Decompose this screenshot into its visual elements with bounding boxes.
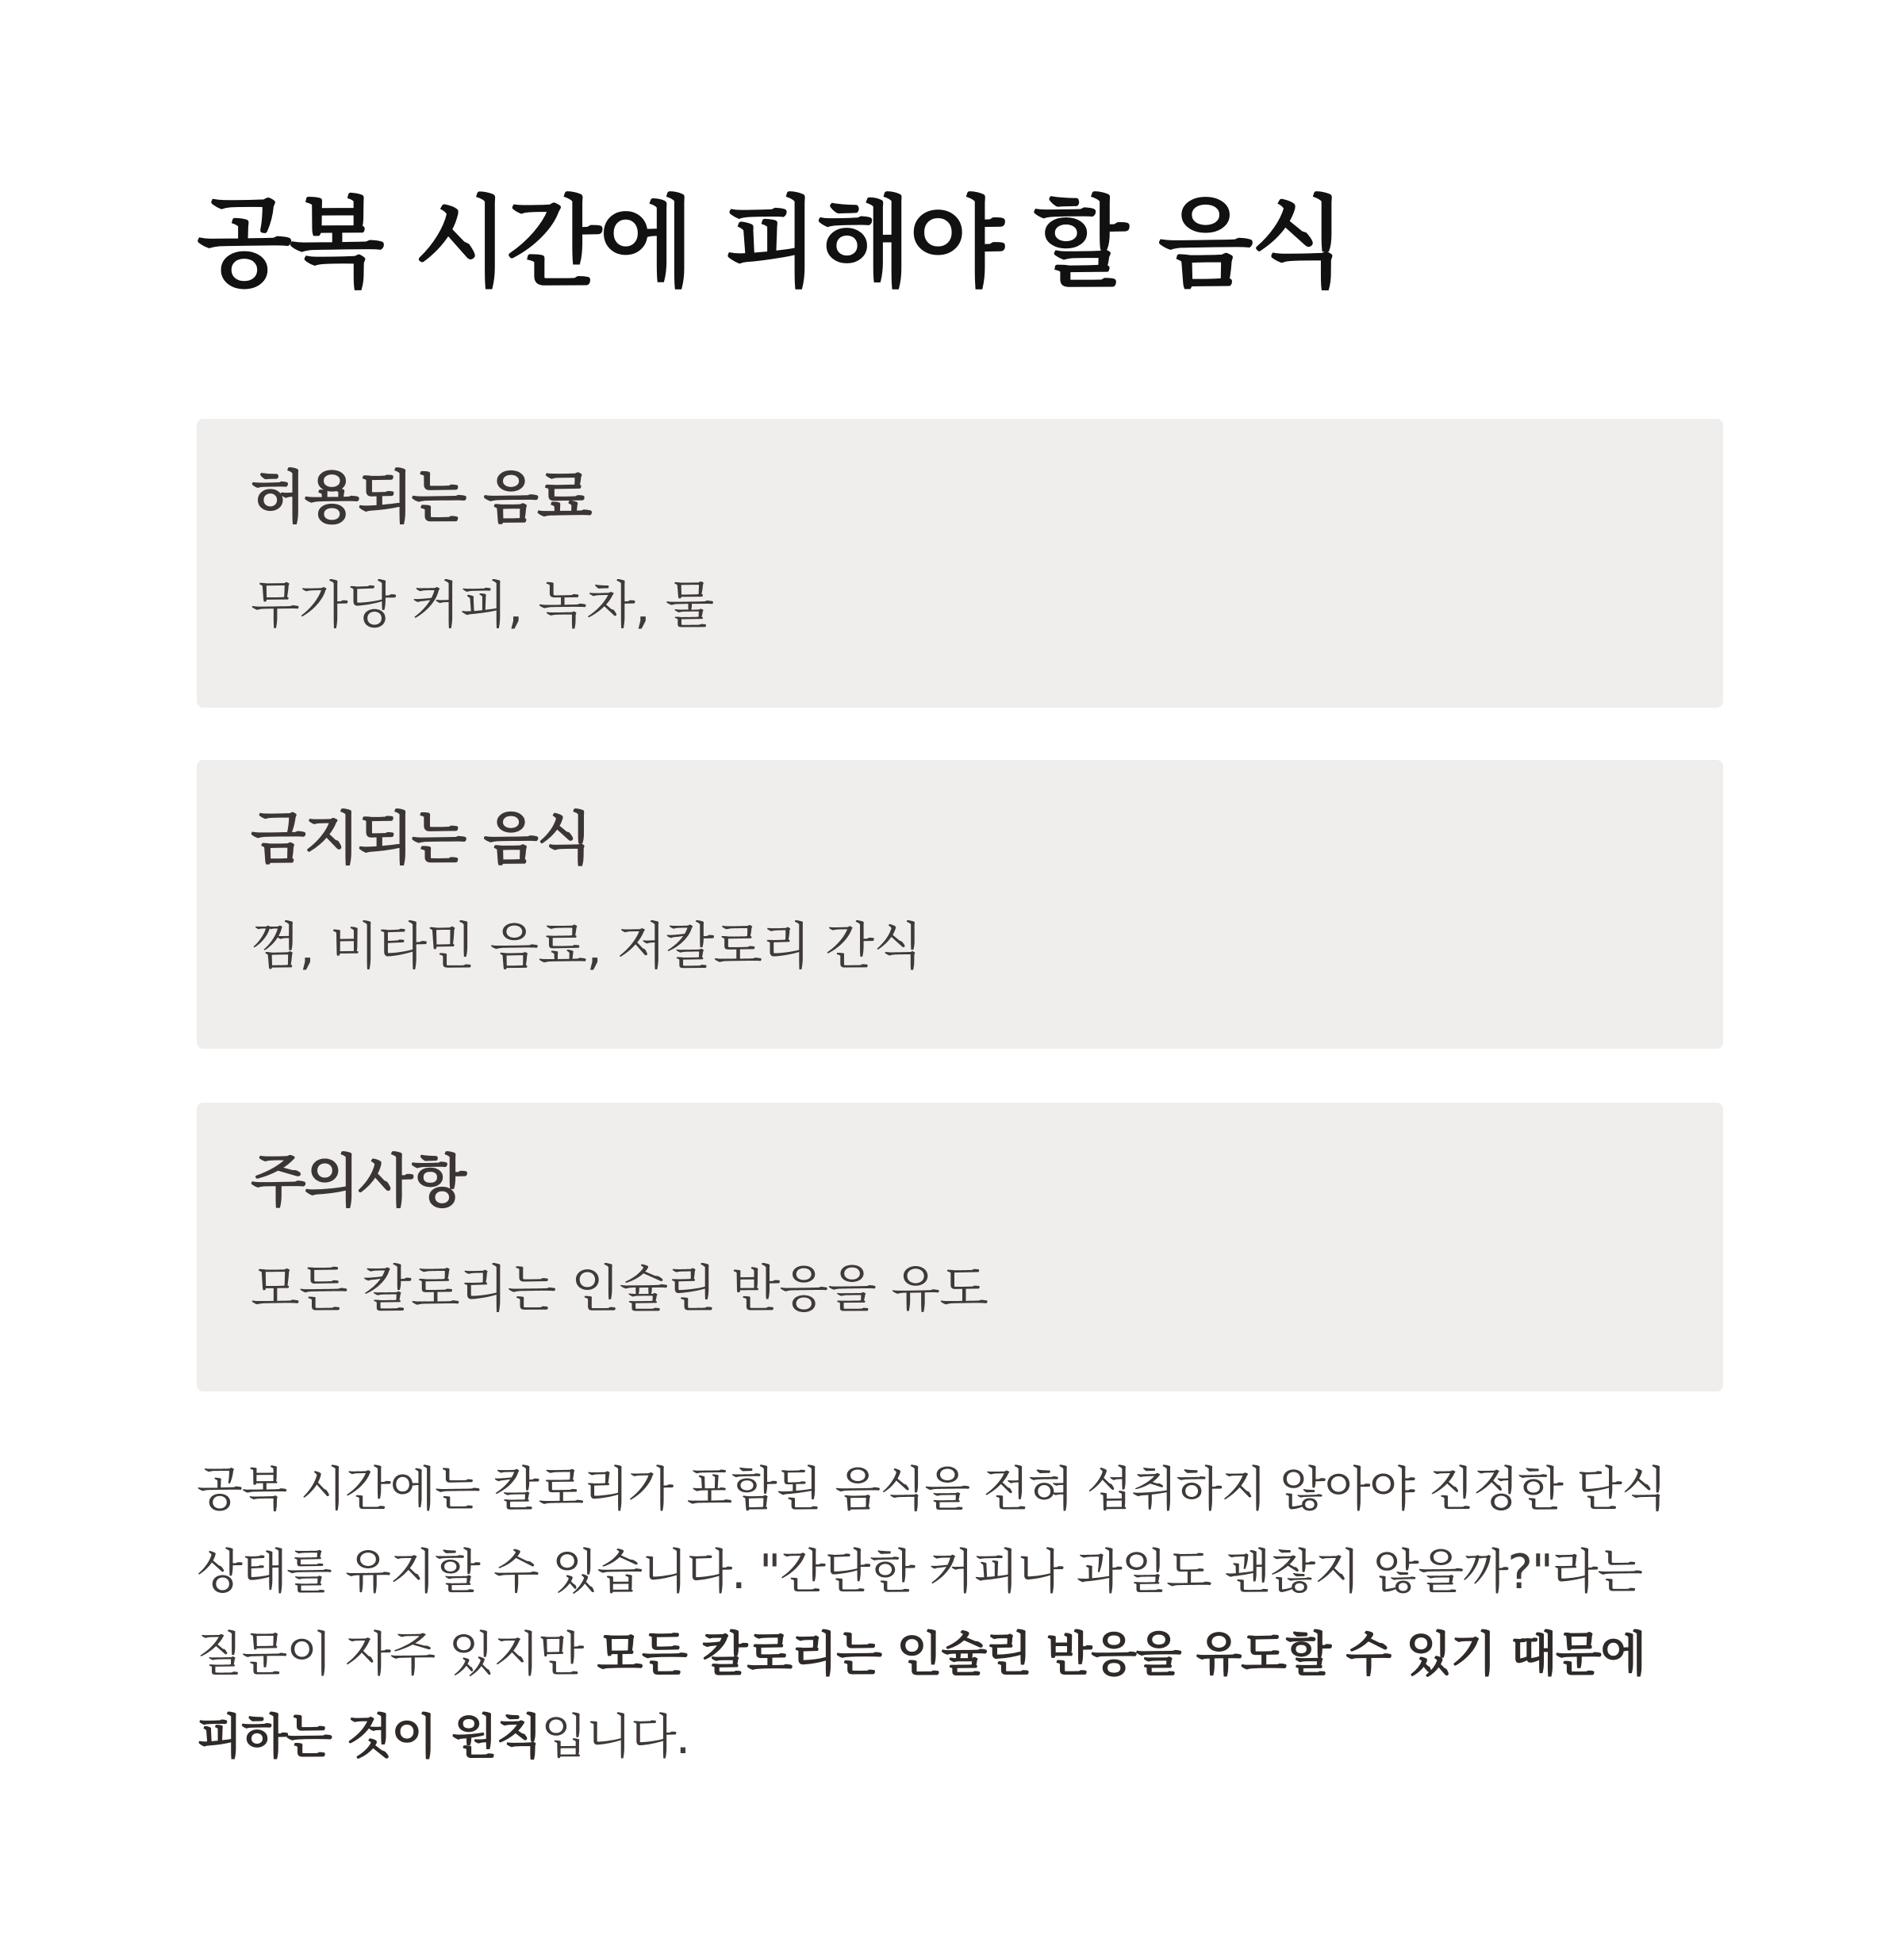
card-heading: 금지되는 음식 <box>251 805 591 872</box>
caution-card <box>197 1103 1723 1391</box>
card-text: 무가당 커피, 녹차, 물 <box>251 577 714 635</box>
card-heading: 허용되는 음료 <box>251 464 591 531</box>
forbidden-foods-card <box>197 760 1723 1049</box>
paragraph-intro: 공복 시간에는 칼로리가 포함된 음식을 전혀 섭취하지 않아야 진정한 단식 상태를 유지할 수 있습니다. "간단한 커피나 과일도 괜찮지 않을까?"라는 질문이 자주 있지만 <box>197 1462 1666 1683</box>
page-title: 공복 시간에 피해야 할 음식 <box>197 186 1344 301</box>
card-heading: 주의사항 <box>251 1148 466 1215</box>
paragraph-emphasis: 모든 칼로리는 인슐린 반응을 유도할 수 있기 때문에 피하는 것이 원칙 <box>197 1627 1645 1765</box>
card-text: 껌, 비타민 음료, 저칼로리 간식 <box>251 918 922 977</box>
paragraph-outro: 입니다. <box>541 1710 689 1765</box>
allowed-drinks-card <box>197 419 1723 708</box>
card-text: 모든 칼로리는 인슐린 반응을 유도 <box>251 1261 988 1319</box>
body-paragraph <box>197 1449 1723 1779</box>
